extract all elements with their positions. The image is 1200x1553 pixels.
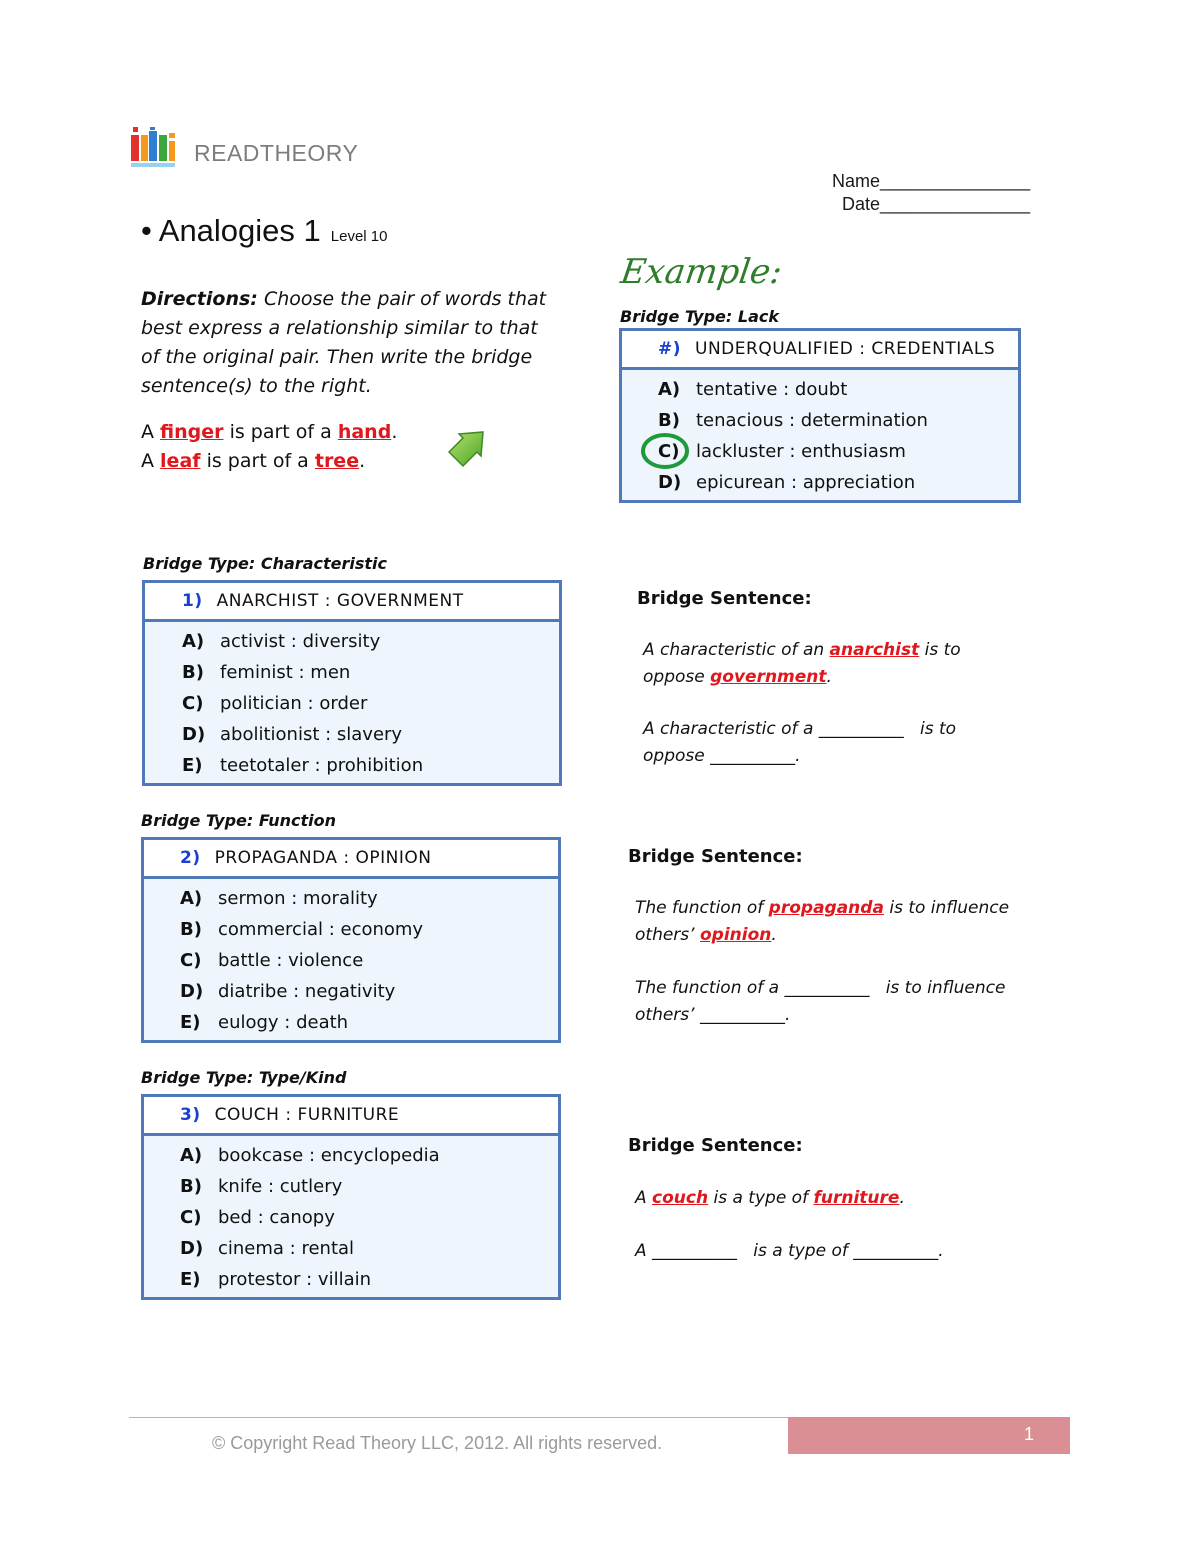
option-text: sermon : morality bbox=[218, 888, 378, 909]
option-text: activist : diversity bbox=[220, 631, 381, 652]
sentence-word: anarchist bbox=[829, 640, 920, 660]
sentence-text: A bbox=[635, 1188, 647, 1208]
option-letter: C) bbox=[180, 1207, 202, 1228]
option-text: diatribe : negativity bbox=[218, 981, 396, 1002]
option-letter: A) bbox=[180, 888, 203, 909]
page-number: 1 bbox=[1024, 1424, 1035, 1444]
intro-example-line-1 bbox=[141, 421, 397, 443]
q1-number: 1) bbox=[182, 591, 203, 611]
option-letter: A) bbox=[182, 631, 205, 652]
intro-word: finger bbox=[160, 421, 224, 443]
intro-word: leaf bbox=[160, 450, 201, 472]
sentence-word: propaganda bbox=[768, 898, 884, 918]
readtheory-logo-icon bbox=[131, 127, 183, 169]
q3-sample-sentence bbox=[635, 1185, 1035, 1212]
directions-text: Choose the pair of words that best express a relationship similar to that of the original pair. Then write the bridge sentence(s) to the right. bbox=[141, 288, 547, 397]
sentence-word: government bbox=[710, 667, 827, 687]
list-item bbox=[180, 1233, 558, 1264]
option-text: tenacious : determination bbox=[696, 410, 928, 431]
sentence-text: is to bbox=[920, 719, 957, 739]
sentence-text: . bbox=[899, 1188, 905, 1208]
brand-name: READTHEORY bbox=[194, 140, 359, 166]
q2-options bbox=[144, 879, 558, 1040]
list-item bbox=[182, 719, 559, 750]
q3-blank-sentence[interactable] bbox=[635, 1238, 1035, 1265]
answer-circle-icon bbox=[640, 432, 690, 470]
level-label: Level 10 bbox=[330, 228, 388, 245]
intro-word: tree bbox=[314, 450, 360, 472]
sentence-text: A characteristic of a __________ bbox=[643, 719, 904, 739]
q1-blank-sentence[interactable] bbox=[643, 716, 1013, 770]
sentence-text: is to bbox=[924, 640, 961, 660]
example-question-box bbox=[619, 328, 1021, 503]
q1-bridge-type: Bridge Type: Characteristic bbox=[143, 554, 387, 573]
option-letter: A) bbox=[180, 1145, 203, 1166]
q3-number: 3) bbox=[180, 1105, 201, 1125]
list-item bbox=[658, 467, 1018, 498]
list-item bbox=[658, 405, 1018, 436]
name-field-label: Name_______________ bbox=[832, 171, 1031, 191]
option-letter: E) bbox=[180, 1269, 201, 1290]
q3-question-box bbox=[141, 1094, 561, 1300]
option-text: protestor : villain bbox=[218, 1269, 372, 1290]
option-text: commercial : economy bbox=[218, 919, 424, 940]
q3-options bbox=[144, 1136, 558, 1297]
option-text: lackluster : enthusiasm bbox=[696, 441, 906, 462]
q3-bridge-type: Bridge Type: Type/Kind bbox=[141, 1068, 347, 1087]
sentence-word: furniture bbox=[813, 1188, 900, 1208]
option-letter: E) bbox=[182, 755, 203, 776]
option-text: bookcase : encyclopedia bbox=[218, 1145, 440, 1166]
option-letter: B) bbox=[180, 919, 202, 940]
sentence-text: The function of a __________ bbox=[635, 978, 870, 998]
option-letter: B) bbox=[182, 662, 204, 683]
intro-text: A bbox=[141, 450, 154, 472]
option-letter: E) bbox=[180, 1012, 201, 1033]
sentence-text: . bbox=[826, 667, 832, 687]
list-item bbox=[180, 976, 558, 1007]
sentence-text: . bbox=[771, 925, 777, 945]
sentence-text: others’ __________. bbox=[635, 1005, 791, 1025]
q2-stem-text: PROPAGANDA : OPINION bbox=[214, 848, 432, 868]
option-text: epicurean : appreciation bbox=[696, 472, 916, 493]
sentence-word: couch bbox=[652, 1188, 709, 1208]
q1-sample-sentence bbox=[643, 637, 1003, 691]
intro-text: . bbox=[391, 421, 398, 443]
option-letter: D) bbox=[180, 1238, 204, 1259]
sentence-text: oppose __________. bbox=[643, 746, 801, 766]
intro-text: . bbox=[359, 450, 366, 472]
option-text: teetotaler : prohibition bbox=[220, 755, 424, 776]
option-letter: C) bbox=[658, 441, 680, 462]
example-number: #) bbox=[658, 339, 682, 359]
option-letter: C) bbox=[180, 950, 202, 971]
list-item bbox=[180, 1140, 558, 1171]
title-main: Analogies 1 bbox=[158, 213, 321, 248]
list-item bbox=[180, 914, 558, 945]
option-text: politician : order bbox=[220, 693, 368, 714]
intro-text: A bbox=[141, 421, 154, 443]
intro-example-line-2 bbox=[141, 450, 365, 472]
right-arrow-icon bbox=[443, 422, 493, 472]
list-item bbox=[182, 626, 559, 657]
sentence-text: The function of bbox=[635, 898, 764, 918]
option-text: bed : canopy bbox=[218, 1207, 335, 1228]
date-field-label: Date_______________ bbox=[842, 194, 1031, 214]
directions bbox=[141, 285, 561, 401]
list-item bbox=[182, 688, 559, 719]
title-bullet: • bbox=[141, 213, 152, 248]
page-title bbox=[141, 213, 388, 249]
option-text: cinema : rental bbox=[218, 1238, 355, 1259]
q2-stem bbox=[144, 840, 558, 879]
footer-divider bbox=[129, 1417, 789, 1418]
q1-stem-text: ANARCHIST : GOVERNMENT bbox=[216, 591, 464, 611]
list-item bbox=[180, 1264, 558, 1295]
list-item bbox=[182, 657, 559, 688]
sentence-text: is a type of __________. bbox=[753, 1241, 944, 1261]
intro-text: is part of a bbox=[229, 421, 332, 443]
option-letter: D) bbox=[182, 724, 206, 745]
intro-word: hand bbox=[337, 421, 392, 443]
list-item bbox=[180, 883, 558, 914]
directions-label: Directions: bbox=[141, 288, 258, 310]
option-text: battle : violence bbox=[218, 950, 364, 971]
option-text: abolitionist : slavery bbox=[220, 724, 403, 745]
sentence-text: others’ bbox=[635, 925, 695, 945]
option-text: eulogy : death bbox=[218, 1012, 349, 1033]
option-letter: C) bbox=[182, 693, 204, 714]
intro-text: is part of a bbox=[206, 450, 309, 472]
list-item bbox=[658, 374, 1018, 405]
option-letter: B) bbox=[180, 1176, 202, 1197]
example-bridge-type: Bridge Type: Lack bbox=[620, 307, 779, 326]
q3-bridge-heading: Bridge Sentence: bbox=[628, 1135, 803, 1156]
option-text: feminist : men bbox=[220, 662, 351, 683]
q1-options bbox=[145, 622, 559, 783]
q1-question-box bbox=[142, 580, 562, 786]
q2-blank-sentence[interactable] bbox=[635, 975, 1045, 1029]
sentence-text: A __________ bbox=[635, 1241, 738, 1261]
option-letter: B) bbox=[658, 410, 680, 431]
option-text: tentative : doubt bbox=[696, 379, 848, 400]
option-letter: D) bbox=[658, 472, 682, 493]
example-question-stem bbox=[622, 331, 1018, 370]
option-letter: A) bbox=[658, 379, 681, 400]
q2-question-box bbox=[141, 837, 561, 1043]
q2-number: 2) bbox=[180, 848, 201, 868]
example-heading: Example: bbox=[618, 252, 785, 292]
list-item bbox=[180, 945, 558, 976]
sentence-word: opinion bbox=[699, 925, 772, 945]
q1-bridge-heading: Bridge Sentence: bbox=[637, 588, 812, 609]
sentence-text: oppose bbox=[643, 667, 705, 687]
q1-stem bbox=[145, 583, 559, 622]
list-item bbox=[180, 1171, 558, 1202]
list-item bbox=[180, 1202, 558, 1233]
list-item bbox=[658, 436, 1018, 467]
list-item bbox=[180, 1007, 558, 1038]
q2-bridge-heading: Bridge Sentence: bbox=[628, 846, 803, 867]
sentence-text: is to influence bbox=[889, 898, 1010, 918]
q2-sample-sentence bbox=[635, 895, 1035, 949]
example-stem-text: UNDERQUALIFIED : CREDENTIALS bbox=[695, 339, 996, 359]
sentence-text: is to influence bbox=[885, 978, 1006, 998]
copyright-text: © Copyright Read Theory LLC, 2012. All rights reserved. bbox=[212, 1433, 663, 1453]
option-text: knife : cutlery bbox=[218, 1176, 343, 1197]
q2-bridge-type: Bridge Type: Function bbox=[141, 811, 337, 830]
q3-stem-text: COUCH : FURNITURE bbox=[214, 1105, 400, 1125]
sentence-text: is a type of bbox=[713, 1188, 809, 1208]
list-item bbox=[182, 750, 559, 781]
option-letter: D) bbox=[180, 981, 204, 1002]
sentence-text: A characteristic of an bbox=[643, 640, 825, 660]
q3-stem bbox=[144, 1097, 558, 1136]
